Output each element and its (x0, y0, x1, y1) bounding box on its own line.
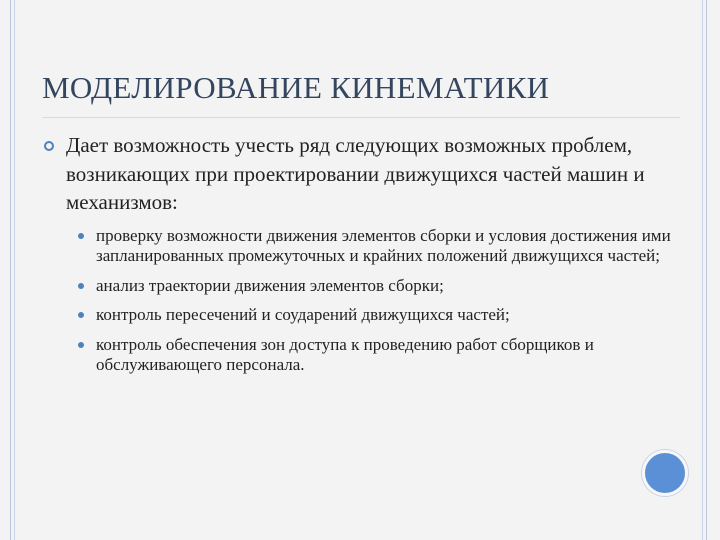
sub-bullet-item (44, 276, 674, 297)
sub-bullet-text: контроль пересечений и соударений движущихся частей; (96, 305, 510, 324)
main-bullet (44, 131, 674, 217)
filled-dot-bullet-icon (78, 233, 84, 239)
filled-dot-bullet-icon (78, 342, 84, 348)
sub-bullet-list (44, 226, 674, 376)
sub-bullet-item (44, 226, 674, 267)
hollow-circle-bullet-icon (44, 141, 54, 151)
sub-bullet-item (44, 335, 674, 376)
filled-dot-bullet-icon (78, 283, 84, 289)
sub-bullet-text: анализ траектории движения элементов сборки; (96, 275, 444, 295)
slide-title: МОДЕЛИРОВАНИЕ КИНЕМАТИКИ (42, 70, 550, 105)
slide-content (44, 131, 674, 385)
main-bullet-text: Дает возможность учесть ряд следующих возможных проблем, возникающих при проектировании движущихся частей машин и механизмов: (66, 133, 645, 214)
sub-bullet-item (44, 305, 674, 326)
blue-orb-icon (642, 450, 688, 496)
sub-bullet-text: проверку возможности движения элементов сборки и условия достижения ими запланированных промежуточных и крайних положений движущихся частей; (96, 225, 671, 265)
filled-dot-bullet-icon (78, 312, 84, 318)
sub-bullet-text: контроль обеспечения зон доступа к проведению работ сборщиков и обслуживающего персонала. (96, 334, 594, 374)
title-divider (42, 117, 680, 118)
